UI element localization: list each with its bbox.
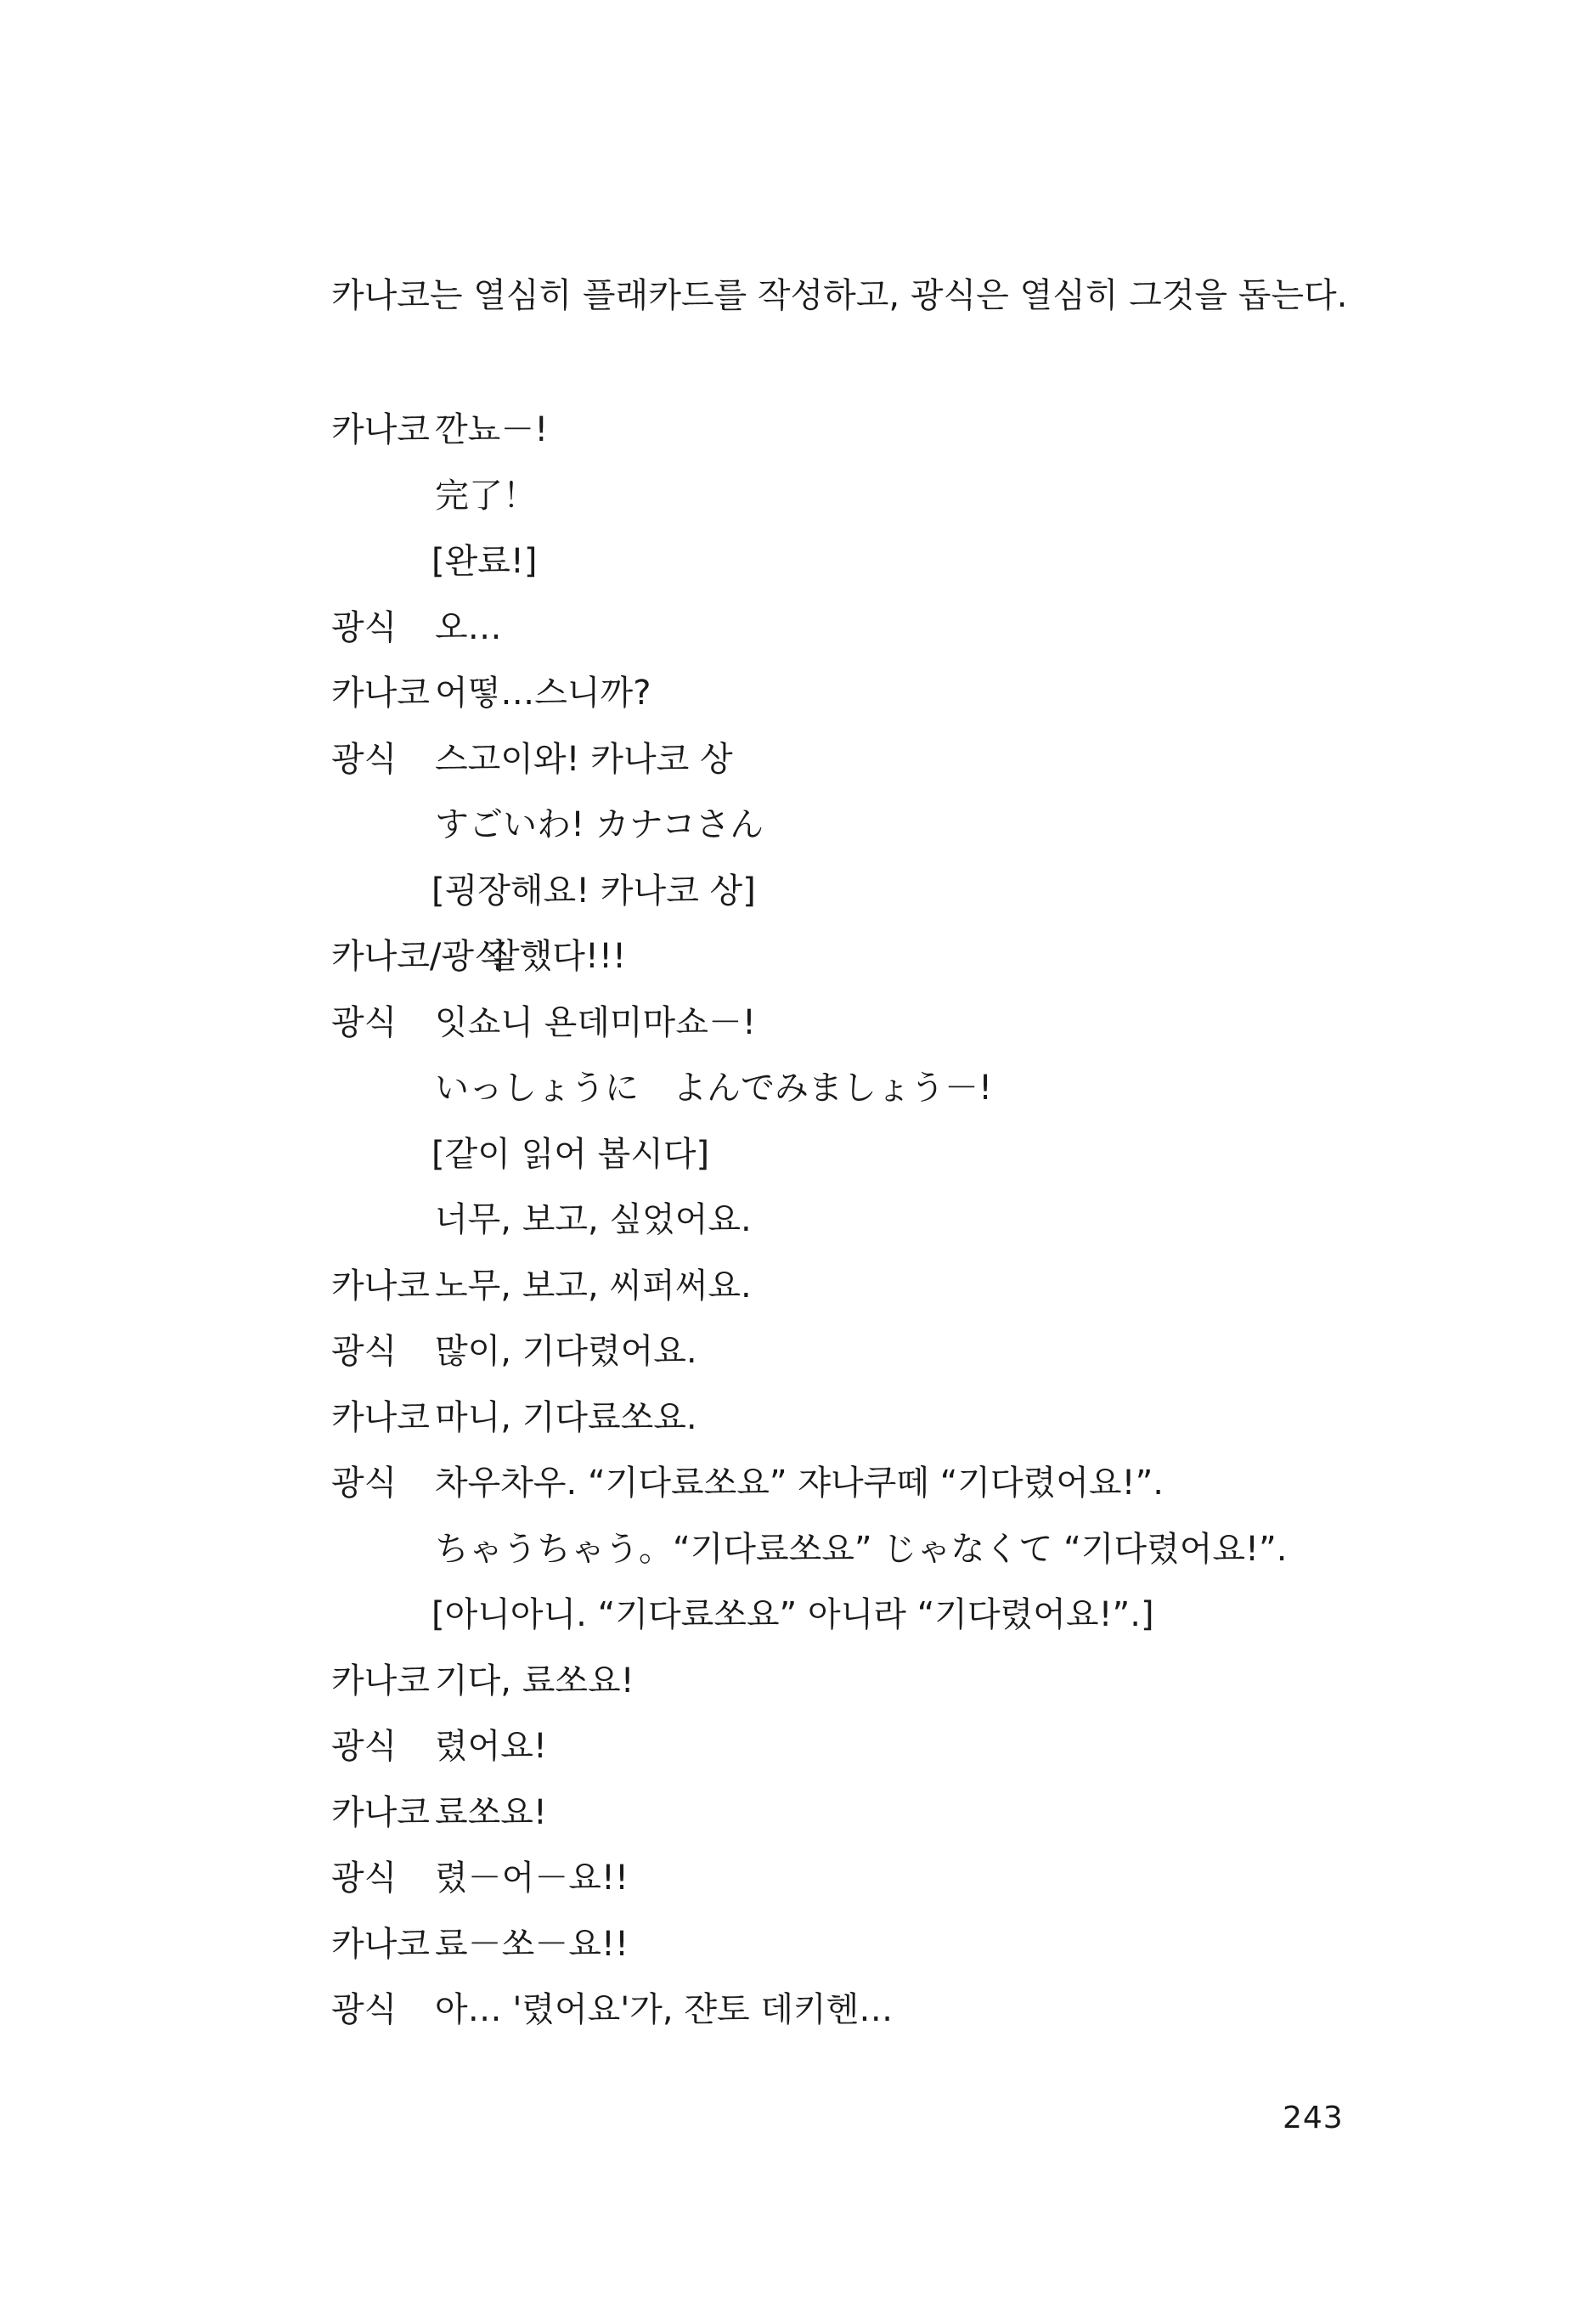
speech-text: [같이 읽어 봅시다]: [431, 1134, 710, 1174]
speech-text: 차우차우. “기다료쏘요” 쟈나쿠떼 “기다렸어요!”.: [435, 1464, 1165, 1503]
speaker-name: 광식: [331, 1332, 398, 1371]
speech-text: 스고이와! 카나코 상: [435, 739, 733, 779]
speaker-name: 카나코: [331, 674, 430, 713]
speaker-name: 광식: [331, 607, 398, 647]
speech-text: [완료!]: [431, 542, 538, 581]
speech-text: 렸어요!: [435, 1727, 547, 1766]
speaker-name: 카나코/광식: [331, 937, 507, 976]
speech-text: [아니아니. “기다료쏘요” 아니라 “기다렸어요!”.]: [431, 1595, 1154, 1634]
speaker-name: 카나코: [331, 1792, 430, 1832]
speech-text: 깐뇨－!: [435, 410, 549, 449]
speech-text: 아… '렸어요'가, 쟌토 데키헨…: [435, 1990, 894, 2029]
page-number: 243: [1283, 2101, 1344, 2135]
dialogue-line: [331, 736, 1435, 802]
dialogue-line: [331, 1921, 1435, 1987]
dialogue-line: [331, 801, 1435, 867]
dialogue-line: [331, 1591, 1435, 1657]
dialogue-line: [331, 1064, 1435, 1131]
speech-text: [굉장해요! 카나코 상]: [431, 871, 756, 911]
speech-text: 잇쇼니 욘데미마쇼－!: [435, 1002, 756, 1042]
dialogue-line: [331, 538, 1435, 604]
speaker-name: 광식: [331, 1990, 398, 2029]
dialogue-line: [331, 1986, 1435, 2052]
dialogue-line: [331, 1854, 1435, 1921]
dialogue-line: [331, 406, 1435, 472]
dialogue-line: [331, 933, 1435, 999]
dialogue-line: [331, 1723, 1435, 1789]
dialogue-line: [331, 1328, 1435, 1394]
speaker-name: 카나코: [331, 410, 430, 449]
speech-text: 너무, 보고, 싶었어요.: [435, 1200, 752, 1239]
dialogue-line: [331, 1526, 1435, 1592]
speaker-name: 광식: [331, 1464, 398, 1503]
speaker-name: 광식: [331, 1859, 398, 1898]
speech-text: 기다, 료쏘요!: [435, 1661, 634, 1701]
dialogue-line: [331, 1262, 1435, 1328]
speaker-name: 카나코: [331, 1924, 430, 1964]
dialogue-line: [331, 1657, 1435, 1723]
speaker-name: 광식: [331, 1727, 398, 1766]
dialogue-line: [331, 669, 1435, 736]
speech-text: 료쏘요!: [435, 1792, 547, 1832]
dialogue-script: [331, 406, 1435, 2052]
speech-text: 完了！: [435, 476, 537, 516]
dialogue-line: [331, 1131, 1435, 1197]
speaker-name: 광식: [331, 739, 398, 779]
speaker-name: 광식: [331, 1002, 398, 1042]
dialogue-line: [331, 1459, 1435, 1526]
dialogue-line: [331, 1394, 1435, 1460]
speaker-name: 카나코: [331, 1397, 430, 1437]
speaker-name: 카나코: [331, 1266, 430, 1306]
speech-text: ちゃうちゃう。“기다료쏘요” じゃなくて “기다렸어요!”.: [435, 1529, 1288, 1569]
speech-text: 어떻…스니까?: [435, 674, 651, 713]
speaker-name: 카나코: [331, 1661, 430, 1701]
speech-text: 료－쏘－요!!: [435, 1924, 629, 1964]
speech-text: 노무, 보고, 씨퍼써요.: [435, 1266, 752, 1306]
speech-text: 마니, 기다료쏘요.: [435, 1397, 697, 1437]
speech-text: すごいわ! カナコさん: [435, 805, 764, 844]
speech-text: 렸－어－요!!: [435, 1859, 629, 1898]
speech-text: 잘했다!!!: [487, 937, 627, 976]
dialogue-line: [331, 1196, 1435, 1262]
dialogue-line: [331, 1789, 1435, 1855]
dialogue-line: [331, 999, 1435, 1065]
speech-text: 많이, 기다렸어요.: [435, 1332, 697, 1371]
speech-text: いっしょうに よんでみましょう－!: [435, 1069, 993, 1108]
dialogue-line: [331, 604, 1435, 670]
dialogue-line: [331, 867, 1435, 934]
stage-direction: 카나코는 열심히 플래카드를 작성하고, 광식은 열심히 그것을 돕는다.: [331, 276, 1348, 315]
dialogue-line: [331, 472, 1435, 539]
speech-text: 오…: [435, 607, 502, 647]
